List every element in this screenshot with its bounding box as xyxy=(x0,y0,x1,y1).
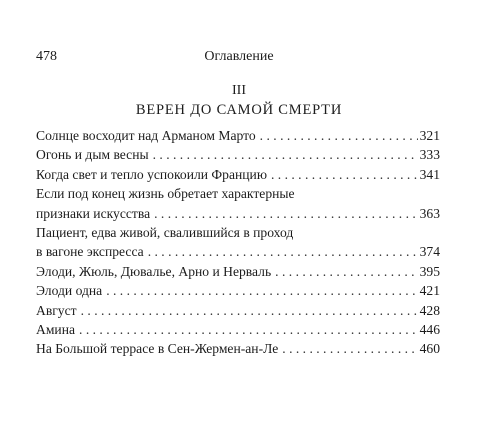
toc-entry-title: Элоди одна xyxy=(36,283,103,299)
running-head xyxy=(30,48,448,66)
toc-entry-page: 395 xyxy=(419,263,440,279)
toc-entry xyxy=(36,126,440,145)
toc-entry-line xyxy=(36,165,440,184)
toc-entry xyxy=(36,223,440,262)
toc-entry-title-continued: признаки искусства xyxy=(36,205,151,221)
toc-entry-title: Солнце восходит над Арманом Марто xyxy=(36,128,256,143)
toc-entry-line xyxy=(36,281,440,300)
toc-entry-page: 333 xyxy=(419,147,440,163)
toc-leader-dots xyxy=(271,165,418,184)
table-of-contents xyxy=(36,126,440,359)
toc-entry-page: 341 xyxy=(419,166,440,182)
section-title: ВЕРЕН ДО САМОЙ СМЕРТИ xyxy=(135,102,343,118)
toc-entry-title: Пациент, едва живой, свалившийся в проход xyxy=(36,225,294,241)
toc-entry-title: Огонь и дым весны xyxy=(36,147,149,163)
toc-entry-line xyxy=(36,242,440,261)
section-number: III xyxy=(232,83,246,98)
toc-entry-page: 421 xyxy=(419,283,440,299)
toc-entry-line xyxy=(36,204,440,223)
toc-entry-line xyxy=(36,262,440,281)
toc-entry xyxy=(36,262,440,281)
toc-leader-dots xyxy=(282,339,417,358)
toc-entry-title: Элоди, Жюль, Дювалье, Арно и Нерваль xyxy=(36,263,272,279)
page-number: 478 xyxy=(36,49,57,64)
toc-entry-title-continued: в вагоне экспресса xyxy=(36,244,144,260)
toc-entry-page: 460 xyxy=(419,341,440,357)
toc-leader-dots xyxy=(106,281,417,300)
toc-entry xyxy=(36,165,440,184)
running-title: Оглавление xyxy=(204,49,274,64)
toc-entry-line xyxy=(36,301,440,320)
toc-entry-page: 374 xyxy=(419,244,440,260)
toc-leader-dots xyxy=(154,204,418,223)
toc-entry-line xyxy=(36,126,440,145)
toc-entry-line xyxy=(36,339,440,358)
toc-entry xyxy=(36,301,440,320)
toc-leader-dots xyxy=(81,301,418,320)
toc-entry xyxy=(36,320,440,339)
toc-entry-title: Когда свет и тепло успокоили Францию xyxy=(36,166,267,182)
toc-entry-page: 321 xyxy=(419,128,440,143)
toc-leader-dots xyxy=(148,242,418,261)
toc-leader-dots xyxy=(275,262,417,281)
toc-leader-dots xyxy=(260,126,418,145)
toc-leader-dots xyxy=(153,145,418,164)
toc-entry xyxy=(36,281,440,300)
toc-entry-page: 428 xyxy=(419,302,440,318)
toc-entry-title: Август xyxy=(36,302,77,318)
toc-leader-dots xyxy=(79,320,418,339)
toc-entry-page: 446 xyxy=(419,322,440,338)
toc-entry-title: Амина xyxy=(36,322,76,338)
section-heading xyxy=(0,82,478,120)
toc-entry-page: 363 xyxy=(419,205,440,221)
toc-entry-line xyxy=(36,145,440,164)
toc-entry-title: Если под конец жизнь обретает характерные xyxy=(36,186,295,202)
toc-entry-title: На Большой террасе в Сен-Жермен-ан-Ле xyxy=(36,341,279,357)
toc-entry-line xyxy=(36,320,440,339)
toc-entry xyxy=(36,184,440,223)
toc-entry xyxy=(36,339,440,358)
toc-entry xyxy=(36,145,440,164)
